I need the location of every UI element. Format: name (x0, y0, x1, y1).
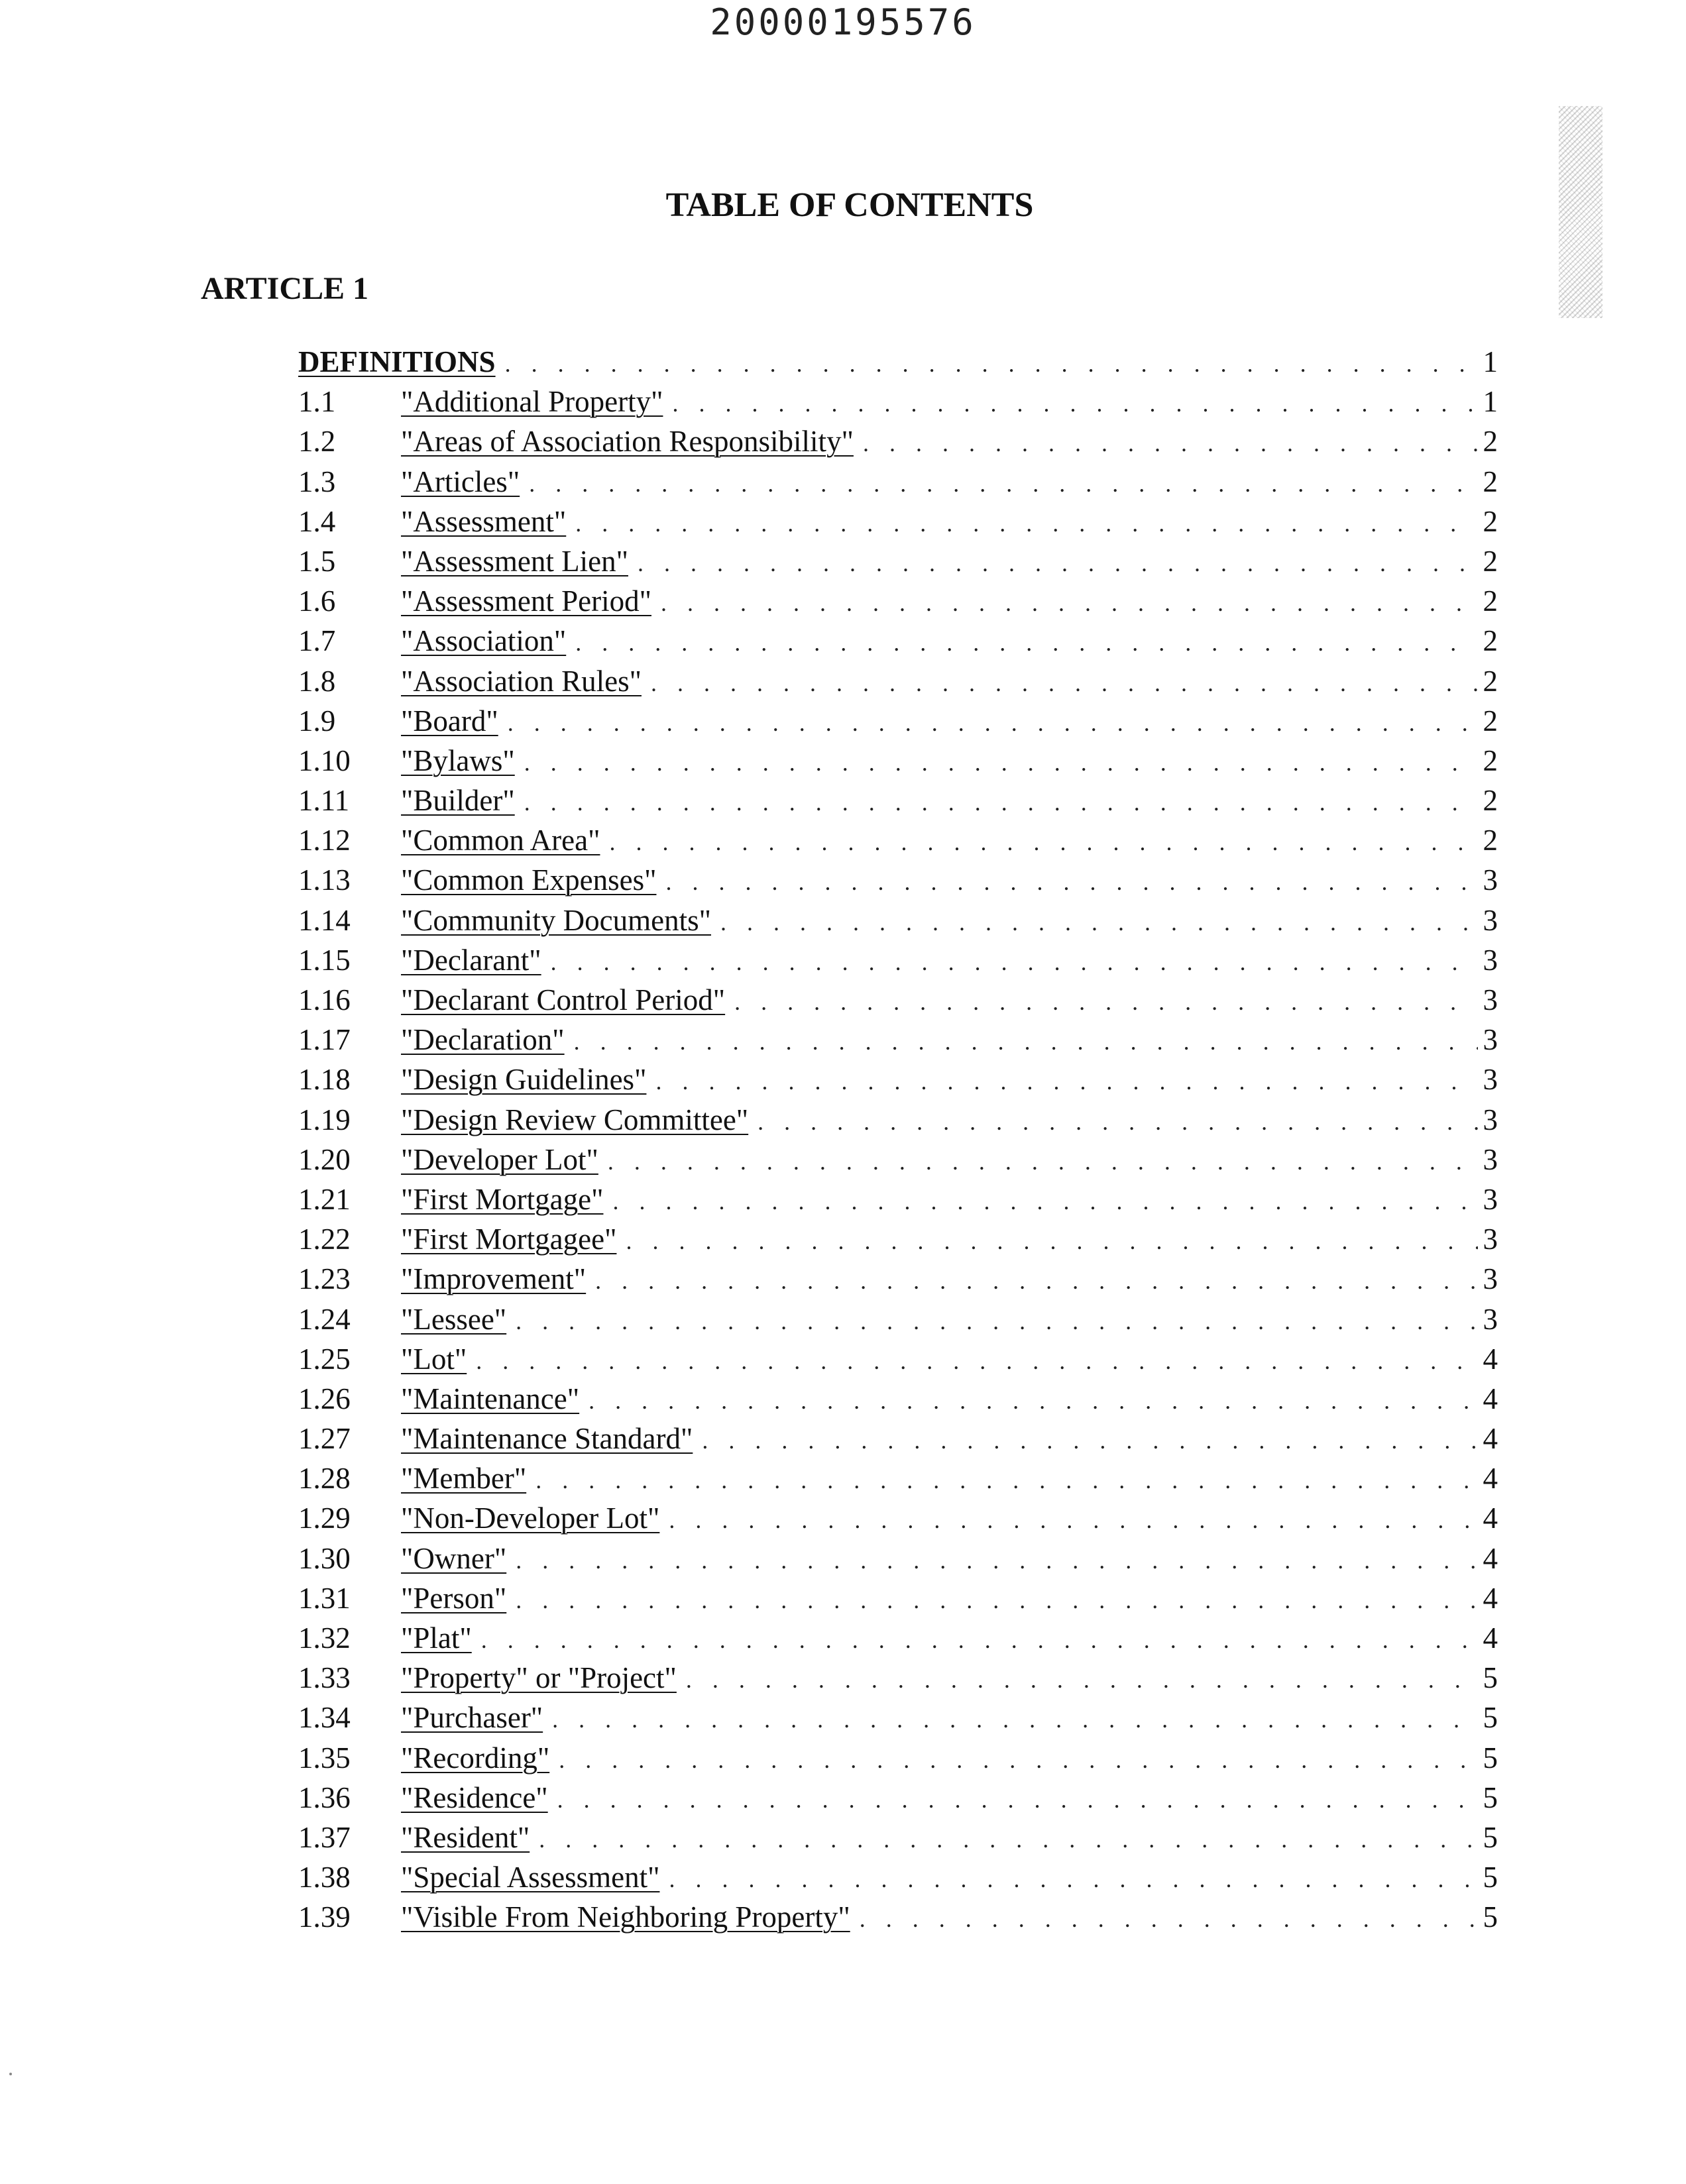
dot-leader (552, 1706, 1477, 1733)
toc-entry-label[interactable]: "Declarant Control Period" (401, 983, 726, 1016)
toc-entry-row[interactable] (298, 1022, 1498, 1062)
toc-entry-number: 1.38 (298, 1861, 351, 1894)
toc-entry-number: 1.31 (298, 1581, 351, 1615)
toc-entry-label[interactable]: "Residence" (401, 1780, 548, 1814)
toc-entry-number: 1.26 (298, 1382, 351, 1415)
toc-entry-row[interactable] (298, 584, 1498, 624)
toc-page-number: 4 (1483, 1621, 1498, 1655)
dot-leader (595, 1267, 1477, 1295)
toc-entry-number: 1.22 (298, 1223, 351, 1256)
toc-entry-row[interactable] (298, 1661, 1498, 1700)
toc-entry-label[interactable]: "Maintenance" (401, 1382, 580, 1415)
toc-entry-number: 1.29 (298, 1502, 351, 1535)
toc-page-number: 5 (1483, 1861, 1498, 1894)
toc-entry-label[interactable]: "Additional Property" (401, 385, 663, 419)
toc-page-number: 3 (1483, 1182, 1498, 1216)
toc-page-number: 3 (1483, 1142, 1498, 1176)
toc-entry-row[interactable] (298, 1262, 1498, 1301)
dot-leader (575, 510, 1477, 537)
toc-entry-label[interactable]: "Maintenance Standard" (401, 1422, 693, 1456)
toc-entry-number: 1.32 (298, 1621, 351, 1655)
toc-page-number: 3 (1483, 1063, 1498, 1097)
toc-entry-row[interactable] (298, 1461, 1498, 1501)
toc-entry-row[interactable] (298, 1900, 1498, 1939)
toc-entry-label[interactable]: "Improvement" (401, 1262, 587, 1296)
toc-page-number: 2 (1483, 624, 1498, 658)
toc-page-number: 3 (1483, 1302, 1498, 1336)
dot-leader (476, 1347, 1477, 1375)
toc-entry-label[interactable]: "Design Review Committee" (401, 1103, 749, 1136)
toc-entry-number: 1.23 (298, 1262, 351, 1296)
toc-entry-label[interactable]: "Resident" (401, 1820, 530, 1854)
dot-leader (758, 1108, 1477, 1136)
toc-entry-row[interactable] (298, 1142, 1498, 1182)
dot-leader (516, 1586, 1477, 1614)
toc-page-number: 2 (1483, 784, 1498, 818)
dot-leader (574, 1028, 1478, 1056)
toc-entry-number: 1.27 (298, 1422, 351, 1456)
toc-entry-row[interactable] (298, 1700, 1498, 1740)
toc-entry-row[interactable] (298, 1421, 1498, 1461)
toc-section-row[interactable] (298, 345, 1498, 384)
toc-entry-label[interactable]: "Recording" (401, 1741, 550, 1774)
toc-entry-label[interactable]: "First Mortgage" (401, 1182, 604, 1216)
toc-entry-row[interactable] (298, 544, 1498, 584)
dot-leader (651, 669, 1478, 697)
toc-entry-number: 1.13 (298, 863, 351, 897)
dot-leader (665, 868, 1477, 896)
dot-leader (609, 828, 1477, 856)
toc-entry-label[interactable]: "Bylaws" (401, 743, 515, 777)
dot-leader (524, 749, 1478, 777)
toc-entry-number: 1.4 (298, 504, 336, 538)
toc-entry-row[interactable] (298, 903, 1498, 943)
document-number: 20000195576 (710, 1, 976, 43)
toc-page-number: 2 (1483, 464, 1498, 498)
dot-leader (557, 1786, 1478, 1814)
toc-entry-label[interactable]: "Areas of Association Responsibility" (401, 425, 854, 459)
toc-page-number: 2 (1483, 743, 1498, 777)
toc-entry-row[interactable] (298, 664, 1498, 704)
toc-entry-label[interactable]: "Visible From Neighboring Property" (401, 1900, 850, 1934)
dot-leader (626, 1227, 1477, 1255)
toc-entry-number: 1.16 (298, 983, 351, 1016)
toc-entry-number: 1.15 (298, 943, 351, 977)
toc-entry-label[interactable]: "Board" (401, 704, 498, 737)
toc-entry-label[interactable]: "Common Area" (401, 824, 600, 857)
toc-entry-number: 1.25 (298, 1342, 351, 1376)
dot-leader (720, 908, 1478, 936)
toc-entry-row[interactable] (298, 1780, 1498, 1820)
toc-entry-row[interactable] (298, 1222, 1498, 1262)
dot-leader (863, 429, 1478, 457)
toc-entry-row[interactable] (298, 1382, 1498, 1421)
toc-entry-number: 1.7 (298, 624, 336, 658)
toc-entry-row[interactable] (298, 1741, 1498, 1780)
toc-entry-number: 1.24 (298, 1302, 351, 1336)
dot-leader (661, 589, 1478, 617)
toc-entry-number: 1.19 (298, 1103, 351, 1136)
toc-page-number: 2 (1483, 544, 1498, 578)
toc-entry-row[interactable] (298, 1621, 1498, 1661)
toc-page-number: 5 (1483, 1780, 1498, 1814)
dot-leader (612, 1187, 1477, 1215)
toc-entry-number: 1.12 (298, 824, 351, 857)
dot-leader (559, 1746, 1477, 1774)
toc-entry-row[interactable] (298, 704, 1498, 743)
toc-entry-row[interactable] (298, 1342, 1498, 1382)
toc-page-number: 3 (1483, 863, 1498, 897)
toc-entry-number: 1.37 (298, 1820, 351, 1854)
toc-entry-row[interactable] (298, 823, 1498, 863)
dot-leader (516, 1547, 1477, 1574)
toc-page-number: 5 (1483, 1661, 1498, 1695)
toc-entry-label[interactable]: "First Mortgagee" (401, 1223, 617, 1256)
dot-leader (669, 1506, 1477, 1534)
toc-entry-number: 1.2 (298, 425, 336, 459)
toc-entry-label[interactable]: "Assessment Lien" (401, 544, 628, 578)
toc-entry-number: 1.39 (298, 1900, 351, 1934)
toc-entry-number: 1.28 (298, 1462, 351, 1496)
toc-entry-label[interactable]: "Association Rules" (401, 664, 642, 698)
toc-page-number: 2 (1483, 704, 1498, 737)
toc-entry-row[interactable] (298, 1103, 1498, 1142)
toc-entry-label[interactable]: "Lessee" (401, 1302, 507, 1336)
scan-speck (9, 2073, 12, 2075)
toc-entry-number: 1.17 (298, 1023, 351, 1057)
toc-entry-number: 1.10 (298, 743, 351, 777)
dot-leader (535, 1466, 1477, 1494)
toc-entry-number: 1.9 (298, 704, 336, 737)
toc-entry-number: 1.8 (298, 664, 336, 698)
toc-entry-label[interactable]: "Declarant" (401, 943, 541, 977)
dot-leader (638, 549, 1478, 577)
toc-page-number: 3 (1483, 903, 1498, 937)
toc-entry-label[interactable]: "Lot" (401, 1342, 467, 1376)
toc-entry-label[interactable]: "Developer Lot" (401, 1142, 598, 1176)
dot-leader (516, 1307, 1477, 1335)
toc-entry-number: 1.5 (298, 544, 336, 578)
toc-entry-number: 1.6 (298, 584, 336, 618)
toc-page-number: 5 (1483, 1741, 1498, 1774)
toc-entry-label[interactable]: "Design Guidelines" (401, 1063, 647, 1097)
toc-page-number: 2 (1483, 425, 1498, 459)
dot-leader (702, 1427, 1477, 1454)
toc-entry-row[interactable] (298, 783, 1498, 823)
toc-entry-label[interactable]: "Assessment Period" (401, 584, 651, 618)
toc-entry-label[interactable]: "Articles" (401, 464, 520, 498)
toc-page-number: 3 (1483, 1223, 1498, 1256)
toc-entry-number: 1.14 (298, 903, 351, 937)
toc-entry-label[interactable]: "Non-Developer Lot" (401, 1502, 660, 1535)
toc-entry-number: 1.21 (298, 1182, 351, 1216)
toc-entry-number: 1.35 (298, 1741, 351, 1774)
toc-entry-label[interactable]: "Purchaser" (401, 1701, 543, 1735)
toc-page-number: 4 (1483, 1342, 1498, 1376)
toc-entry-label[interactable]: "Member" (401, 1462, 527, 1496)
toc-section-label[interactable]: DEFINITIONS (298, 345, 496, 378)
toc-page-number: 4 (1483, 1422, 1498, 1456)
dot-leader (505, 350, 1478, 378)
toc-entry-row[interactable] (298, 1182, 1498, 1222)
toc-entry-row[interactable] (298, 464, 1498, 504)
toc-entry-row[interactable] (298, 863, 1498, 902)
article-heading: ARTICLE 1 (201, 271, 369, 306)
dot-leader (686, 1666, 1478, 1694)
toc-entry-row[interactable] (298, 424, 1498, 464)
toc-entry-label[interactable]: "Assessment" (401, 504, 567, 538)
toc-entry-number: 1.33 (298, 1661, 351, 1695)
toc-entry-number: 1.11 (298, 784, 350, 818)
toc-entry-label[interactable]: "Special Assessment" (401, 1861, 660, 1894)
toc-entry-label[interactable]: "Association" (401, 624, 567, 658)
toc-entry-number: 1.3 (298, 464, 336, 498)
dot-leader (655, 1067, 1477, 1095)
toc-entry-label[interactable]: "Community Documents" (401, 903, 711, 937)
toc-page-number: 3 (1483, 1023, 1498, 1057)
toc-entry-label[interactable]: "Plat" (401, 1621, 472, 1655)
dot-leader (508, 709, 1478, 737)
toc-entry-number: 1.36 (298, 1780, 351, 1814)
dot-leader (734, 988, 1477, 1016)
toc-page-number: 5 (1483, 1900, 1498, 1934)
toc-page-number: 3 (1483, 943, 1498, 977)
toc-entry-number: 1.18 (298, 1063, 351, 1097)
toc-page-number: 2 (1483, 824, 1498, 857)
toc-page-number: 4 (1483, 1502, 1498, 1535)
dot-leader (672, 390, 1477, 417)
toc-entry-label[interactable]: "Builder" (401, 784, 515, 818)
toc-list (298, 345, 1498, 1940)
toc-entry-row[interactable] (298, 743, 1498, 783)
toc-page-number: 3 (1483, 1262, 1498, 1296)
toc-entry-label[interactable]: "Property" or "Project" (401, 1661, 677, 1695)
dot-leader (608, 1148, 1478, 1175)
toc-page-number: 4 (1483, 1541, 1498, 1575)
toc-entry-label[interactable]: "Declaration" (401, 1023, 565, 1057)
toc-page-number: 4 (1483, 1382, 1498, 1415)
toc-entry-row[interactable] (298, 1541, 1498, 1581)
toc-entry-row[interactable] (298, 1820, 1498, 1860)
toc-page-number: 4 (1483, 1581, 1498, 1615)
dot-leader (575, 629, 1477, 657)
dot-leader (551, 948, 1478, 976)
toc-entry-row[interactable] (298, 1302, 1498, 1342)
toc-entry-row[interactable] (298, 1062, 1498, 1102)
dot-leader (669, 1865, 1477, 1893)
toc-entry-number: 1.34 (298, 1701, 351, 1735)
toc-page-number: 3 (1483, 983, 1498, 1016)
dot-leader (539, 1826, 1477, 1853)
toc-entry-row[interactable] (298, 1860, 1498, 1900)
toc-entry-row[interactable] (298, 1581, 1498, 1621)
dot-leader (529, 470, 1477, 498)
toc-page-number: 2 (1483, 584, 1498, 618)
page-title: TABLE OF CONTENTS (665, 186, 1034, 224)
toc-entry-row[interactable] (298, 504, 1498, 544)
toc-entry-row[interactable] (298, 624, 1498, 663)
dot-leader (589, 1387, 1477, 1415)
dot-leader (481, 1626, 1478, 1654)
toc-entry-row[interactable] (298, 1501, 1498, 1541)
toc-entry-row[interactable] (298, 943, 1498, 983)
toc-entry-row[interactable] (298, 983, 1498, 1022)
toc-page-number: 5 (1483, 1820, 1498, 1854)
toc-page-number: 1 (1483, 385, 1498, 419)
toc-page-number: 2 (1483, 664, 1498, 698)
toc-page-number: 4 (1483, 1462, 1498, 1496)
toc-page-number: 5 (1483, 1701, 1498, 1735)
dot-leader (524, 789, 1478, 816)
toc-page-number: 2 (1483, 504, 1498, 538)
toc-entry-number: 1.20 (298, 1142, 351, 1176)
dot-leader (860, 1905, 1478, 1933)
toc-entry-number: 1.1 (298, 385, 336, 419)
toc-page-number: 1 (1483, 345, 1498, 378)
toc-entry-label[interactable]: "Owner" (401, 1541, 507, 1575)
toc-entry-label[interactable]: "Common Expenses" (401, 863, 657, 897)
toc-entry-number: 1.30 (298, 1541, 351, 1575)
toc-entry-row[interactable] (298, 384, 1498, 424)
toc-entry-label[interactable]: "Person" (401, 1581, 507, 1615)
toc-page-number: 3 (1483, 1103, 1498, 1136)
